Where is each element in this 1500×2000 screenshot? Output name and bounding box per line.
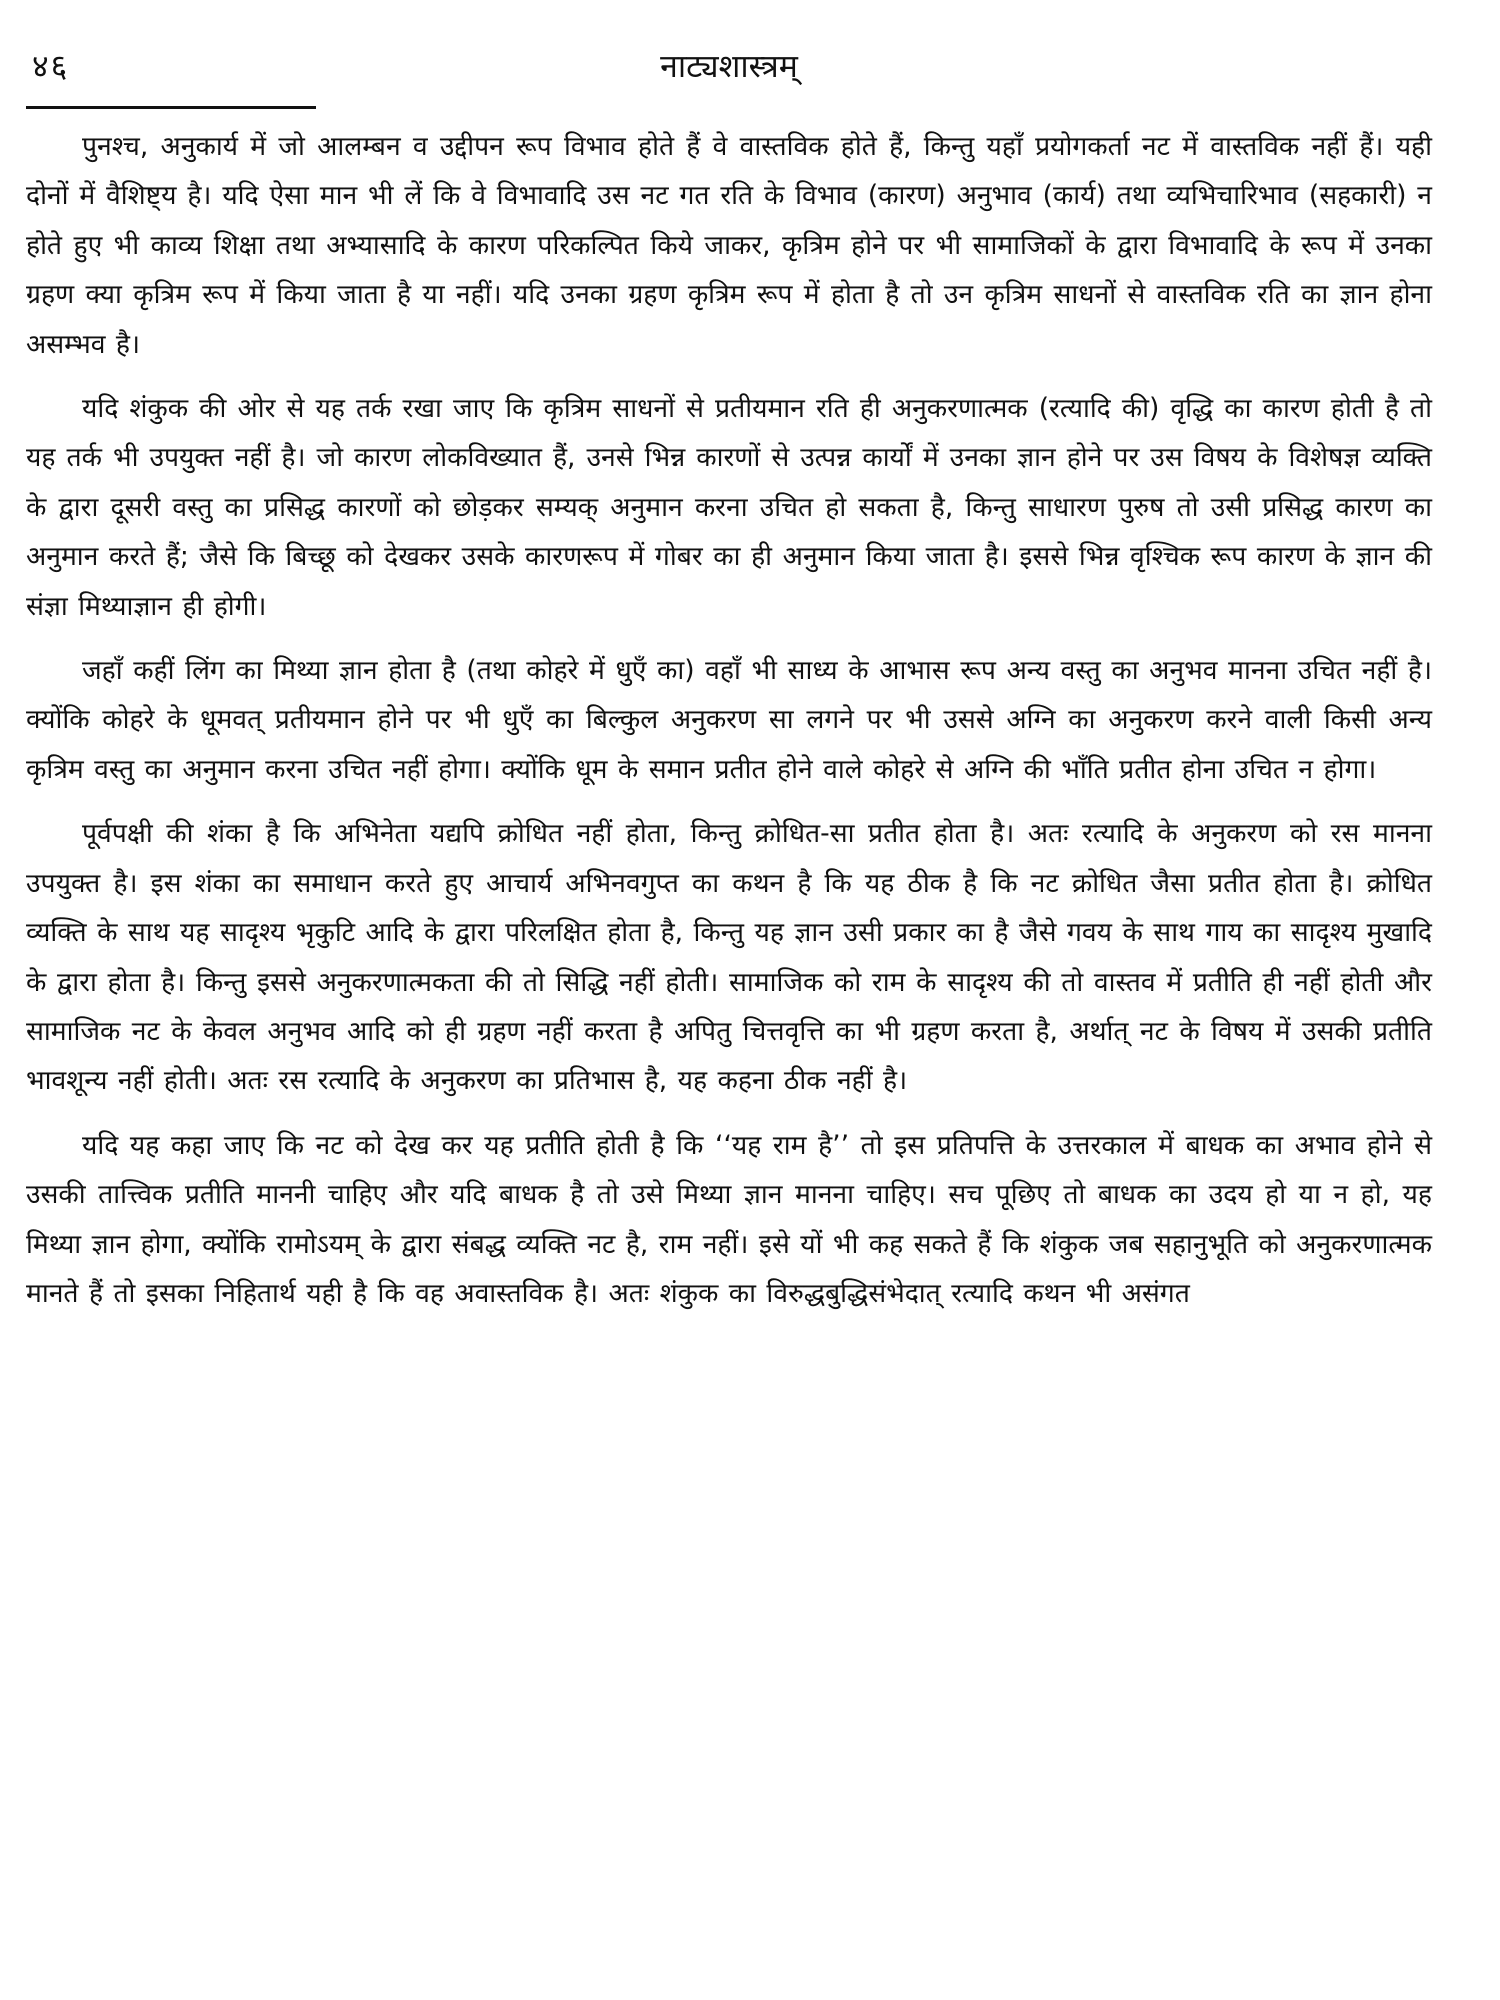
paragraph-1: पुनश्च, अनुकार्य में जो आलम्बन व उद्दीपन रूप विभाव होते हैं वे वास्तविक होते हैं, किन्तु यहाँ प्रयोगकर्ता नट में वास्तविक नहीं हैं। यही दोनों में वैशिष्ट्य है। यदि ऐसा मान भी लें कि वे विभावादि उस नट गत रति के विभाव (कारण) अनुभाव (कार्य) तथा व्यभिचारिभाव (सहकारी) न होते हुए भी काव्य शिक्षा तथा अभ्यासादि के कारण परिकल्पित किये जाकर, कृत्रिम होने पर भी सामाजिकों के द्वारा विभावादि के रूप में उनका ग्रहण क्या कृत्रिम रूप में किया जाता है या नहीं। यदि उनका ग्रहण कृत्रिम रूप में होता है तो उन कृत्रिम साधनों से वास्तविक रति का ज्ञान होना असम्भव है। [26,131,1433,360]
header-rule [26,106,316,109]
paragraph-4: पूर्वपक्षी की शंका है कि अभिनेता यद्यपि क्रोधित नहीं होता, किन्तु क्रोधित-सा प्रतीत होता है। अतः रत्यादि के अनुकरण को रस मानना उपयुक्त है। इस शंका का समाधान करते हुए आचार्य अभिनवगुप्त का कथन है कि यह ठीक है कि नट क्रोधित जैसा प्रतीत होता है। क्रोधित व्यक्ति के साथ यह सादृश्य भृकुटि आदि के द्वारा परिलक्षित होता है, किन्तु यह ज्ञान उसी प्रकार का है जैसे गवय के साथ गाय का सादृश्य मुखादि के द्वारा होता है। किन्तु इससे अनुकरणात्मकता की तो सिद्धि नहीं होती। सामाजिक को राम के सादृश्य की तो वास्तव में प्रतीति ही नहीं होती और सामाजिक नट के केवल अनुभव आदि को ही ग्रहण नहीं करता है अपितु चित्तवृत्ति का भी ग्रहण करता है, अर्थात् नट के विषय में उसकी प्रतीति भावशून्य नहीं होती। अतः रस रत्यादि के अनुकरण का प्रतिभास है, यह कहना ठीक नहीं है। [26,818,1432,1097]
body-text [26,122,1432,1318]
paragraph-2: यदि शंकुक की ओर से यह तर्क रखा जाए कि कृत्रिम साधनों से प्रतीयमान रति ही अनुकरणात्मक (रत्यादि की) वृद्धि का कारण होती है तो यह तर्क भी उपयुक्त नहीं है। जो कारण लोकविख्यात हैं, उनसे भिन्न कारणों से उत्पन्न कार्यों में उनका ज्ञान होने पर उस विषय के विशेषज्ञ व्यक्ति के द्वारा दूसरी वस्तु का प्रसिद्ध कारणों को छोड़कर सम्यक् अनुमान करना उचित हो सकता है, किन्तु साधारण पुरुष तो उसी प्रसिद्ध कारण का अनुमान करते हैं; जैसे कि बिच्छू को देखकर उसके कारणरूप में गोबर का ही अनुमान किया जाता है। इससे भिन्न वृश्चिक रूप कारण के ज्ञान की संज्ञा मिथ्याज्ञान ही होगी। [26,393,1432,622]
running-title: नाट्यशास्त्रम् [660,47,798,85]
page-header [26,40,1432,92]
page-number: ४६ [32,47,70,85]
paragraph-3: जहाँ कहीं लिंग का मिथ्या ज्ञान होता है (तथा कोहरे में धुएँ का) वहाँ भी साध्य के आभास रूप अन्य वस्तु का अनुभव मानना उचित नहीं है। क्योंकि कोहरे के धूमवत् प्रतीयमान होने पर भी धुएँ का बिल्कुल अनुकरण सा लगने पर भी उससे अग्नि का अनुकरण करने वाली किसी अन्य कृत्रिम वस्तु का अनुमान करना उचित नहीं होगा। क्योंकि धूम के समान प्रतीत होने वाले कोहरे से अग्नि की भाँति प्रतीत होना उचित न होगा। [26,655,1432,785]
paragraph-5: यदि यह कहा जाए कि नट को देख कर यह प्रतीति होती है कि ‘‘यह राम है’’ तो इस प्रतिपत्ति के उत्तरकाल में बाधक का अभाव होने से उसकी तात्त्विक प्रतीति माननी चाहिए और यदि बाधक है तो उसे मिथ्या ज्ञान मानना चाहिए। सच पूछिए तो बाधक का उदय हो या न हो, यह मिथ्या ज्ञान होगा, क्योंकि रामोऽयम् के द्वारा संबद्ध व्यक्ति नट है, राम नहीं। इसे यों भी कह सकते हैं कि शंकुक जब सहानुभूति को अनुकरणात्मक मानते हैं तो इसका निहितार्थ यही है कि वह अवास्तविक है। अतः शंकुक का विरुद्धबुद्धिसंभेदात् रत्यादि कथन भी असंगत [26,1129,1432,1309]
